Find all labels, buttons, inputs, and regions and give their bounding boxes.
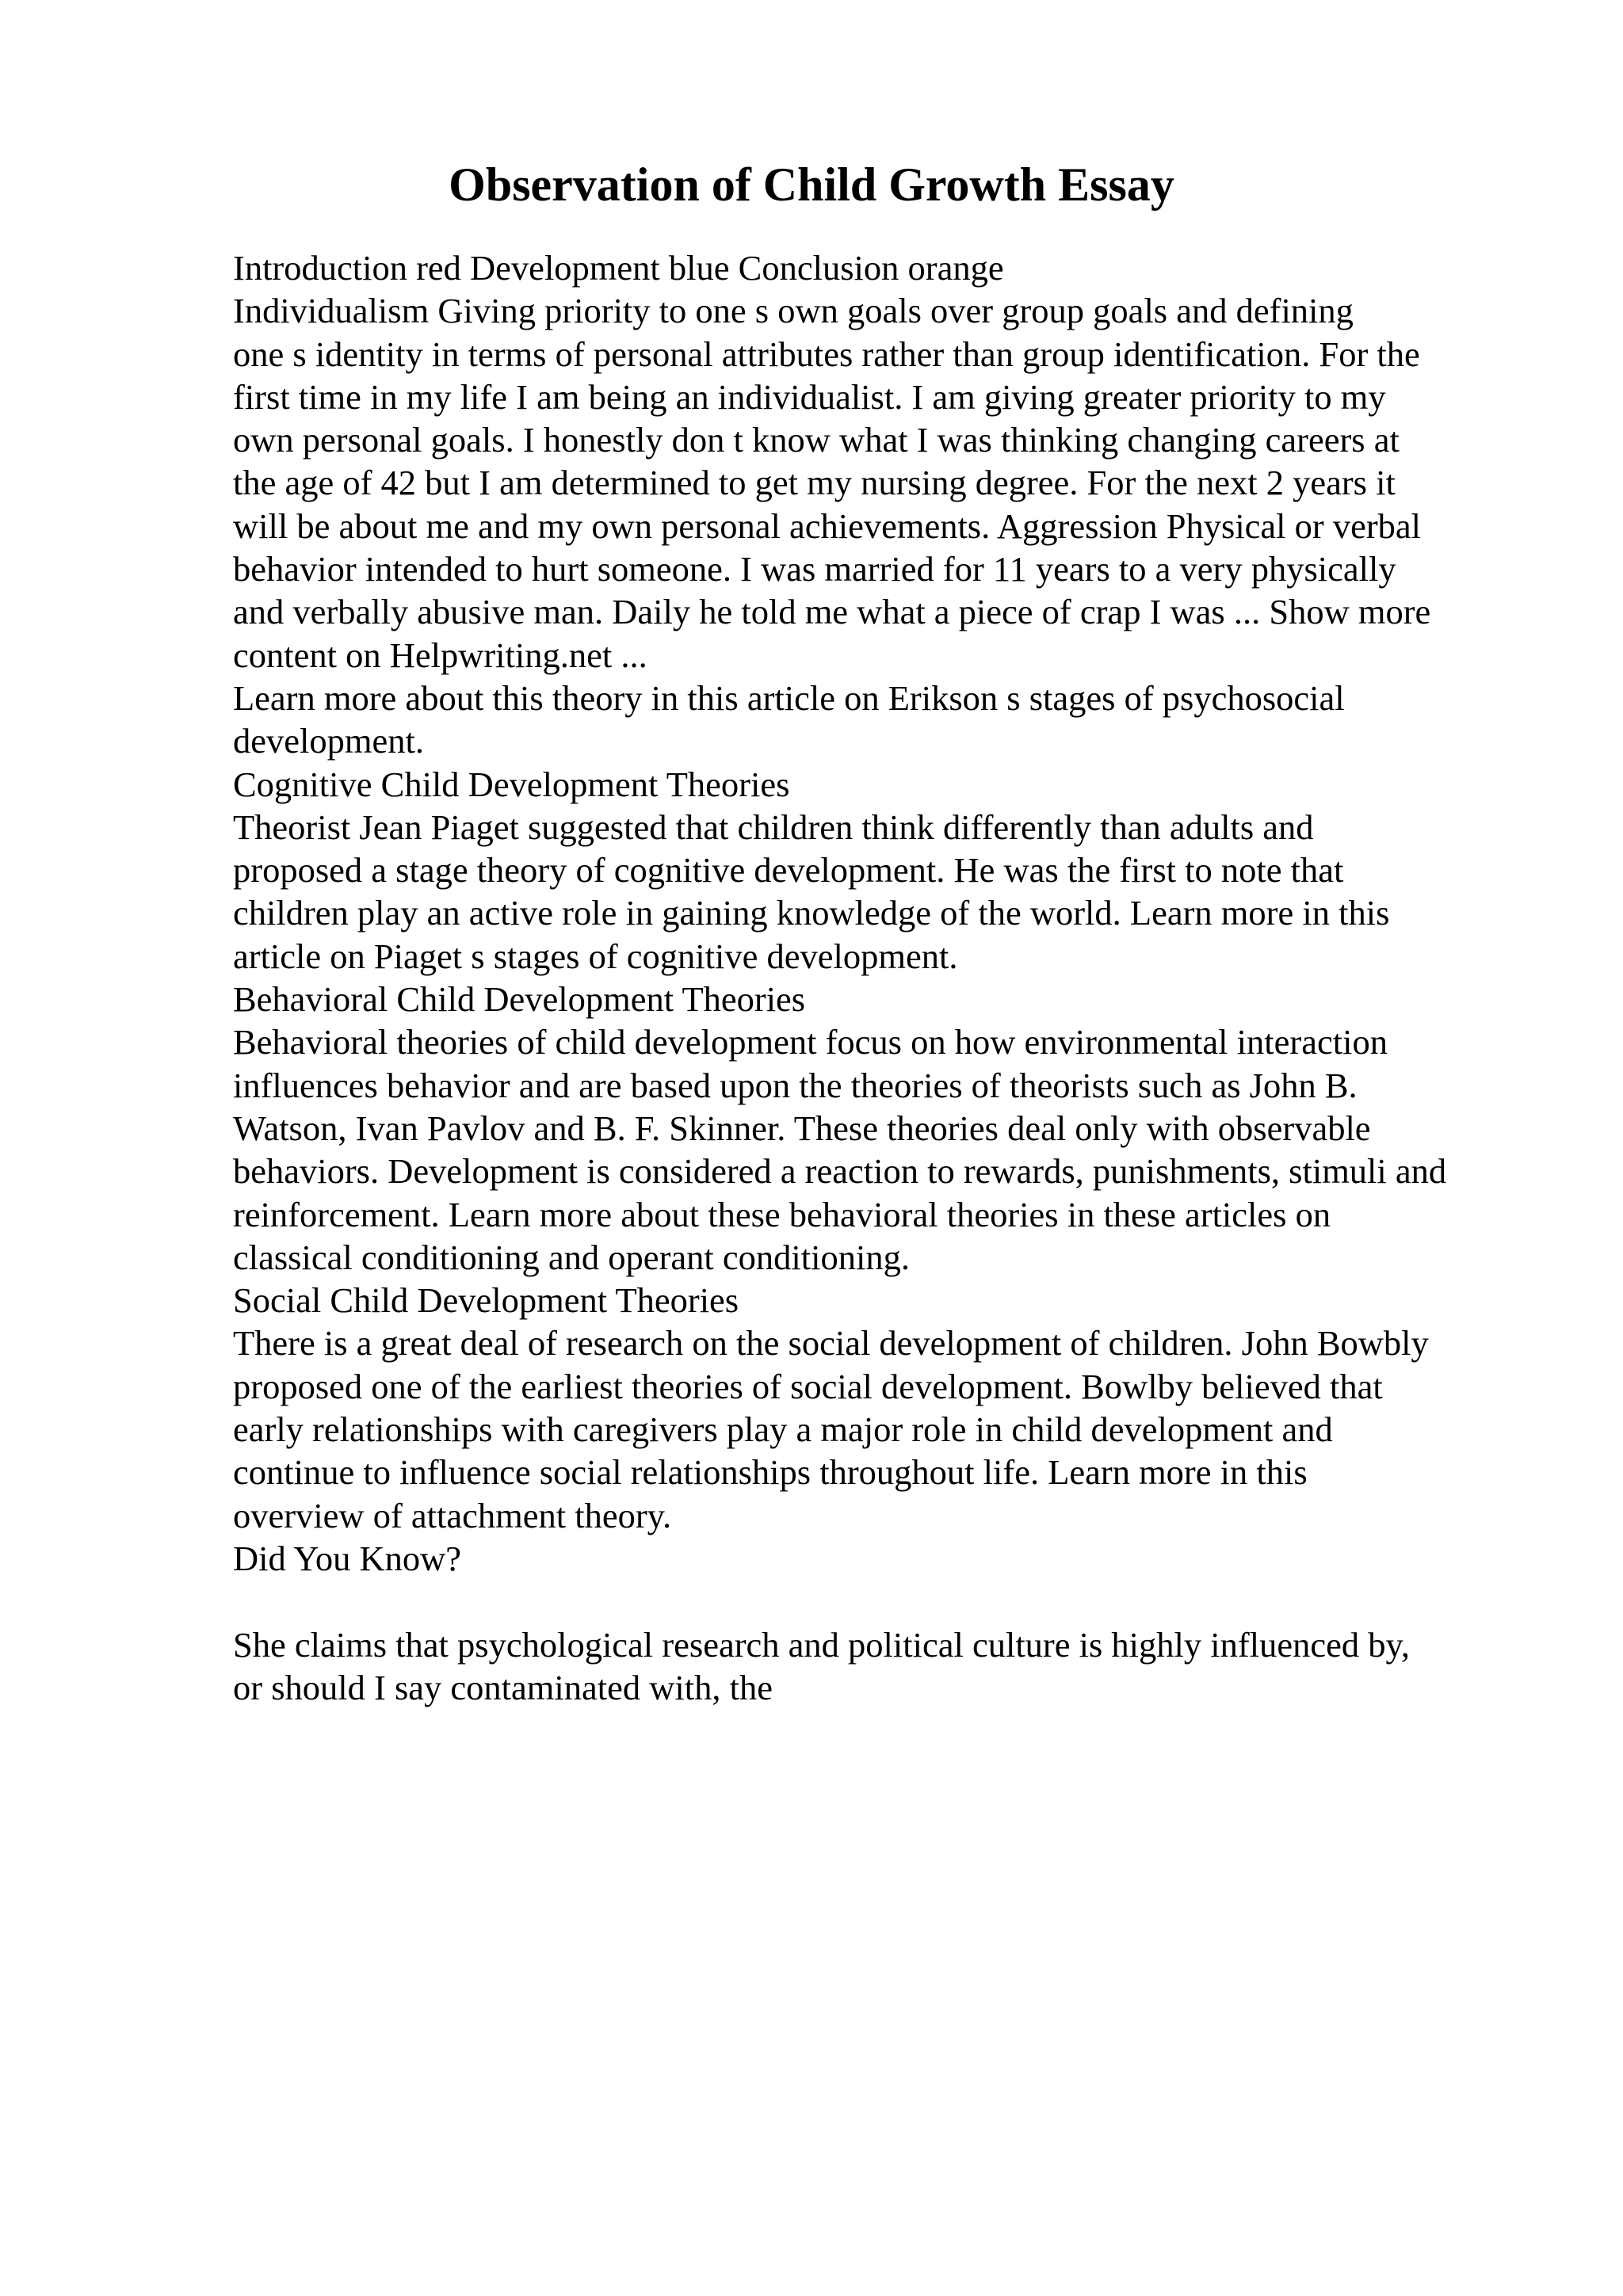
text-line: There is a great deal of research on the social development of children. John Bowbly	[233, 1323, 1429, 1363]
text-line: one s identity in terms of personal attributes rather than group identification. For the	[233, 334, 1420, 374]
page-title: Observation of Child Growth Essay	[449, 158, 1174, 211]
text-line: and verbally abusive man. Daily he told me what a piece of crap I was ... Show more	[233, 592, 1431, 632]
text-line: reinforcement. Learn more about these behavioral theories in these articles on	[233, 1194, 1331, 1234]
text-line: Behavioral Child Development Theories	[233, 979, 806, 1020]
text-line: Introduction red Development blue Conclusion orange	[233, 248, 1004, 288]
text-line: Watson, Ivan Pavlov and B. F. Skinner. These theories deal only with observable	[233, 1108, 1371, 1148]
text-line: continue to influence social relationships throughout life. Learn more in this	[233, 1452, 1308, 1493]
text-line: influences behavior and are based upon the theories of theorists such as John B.	[233, 1065, 1358, 1105]
blank-line	[233, 1580, 1533, 1623]
text-line: Theorist Jean Piaget suggested that children think differently than adults and	[233, 807, 1314, 847]
text-line: behavior intended to hurt someone. I was married for 11 years to a very physically	[233, 549, 1396, 589]
text-line: or should I say contaminated with, the	[233, 1667, 773, 1707]
text-line: will be about me and my own personal achievements. Aggression Physical or verbal	[233, 505, 1422, 546]
text-line: children play an active role in gaining knowledge of the world. Learn more in this	[233, 893, 1390, 933]
text-line: Social Child Development Theories	[233, 1280, 739, 1321]
text-line: content on Helpwriting.net ...	[233, 635, 647, 675]
text-line: She claims that psychological research and political culture is highly influenced by,	[233, 1624, 1410, 1665]
text-line: first time in my life I am being an individualist. I am giving greater priority to my	[233, 376, 1386, 417]
text-line: article on Piaget s stages of cognitive development.	[233, 936, 958, 976]
text-line: overview of attachment theory.	[233, 1495, 672, 1535]
essay-body	[233, 246, 1533, 1709]
text-line: Did You Know?	[233, 1538, 462, 1578]
text-line: early relationships with caregivers play a major role in child development and	[233, 1409, 1333, 1450]
text-line: Learn more about this theory in this article on Erikson s stages of psychosocial	[233, 677, 1345, 718]
text-line: development.	[233, 721, 424, 761]
text-line: Cognitive Child Development Theories	[233, 764, 790, 804]
text-line: own personal goals. I honestly don t know what I was thinking changing careers at	[233, 420, 1400, 460]
text-line: classical conditioning and operant conditioning.	[233, 1237, 910, 1277]
text-line: Individualism Giving priority to one s own goals over group goals and defining	[233, 291, 1354, 331]
text-line: behaviors. Development is considered a reaction to rewards, punishments, stimuli and	[233, 1151, 1447, 1192]
text-line: proposed one of the earliest theories of social development. Bowlby believed that	[233, 1366, 1383, 1406]
text-line: proposed a stage theory of cognitive development. He was the first to note that	[233, 850, 1344, 891]
text-line: Behavioral theories of child development focus on how environmental interaction	[233, 1022, 1388, 1062]
text-line: the age of 42 but I am determined to get my nursing degree. For the next 2 years it	[233, 463, 1396, 503]
